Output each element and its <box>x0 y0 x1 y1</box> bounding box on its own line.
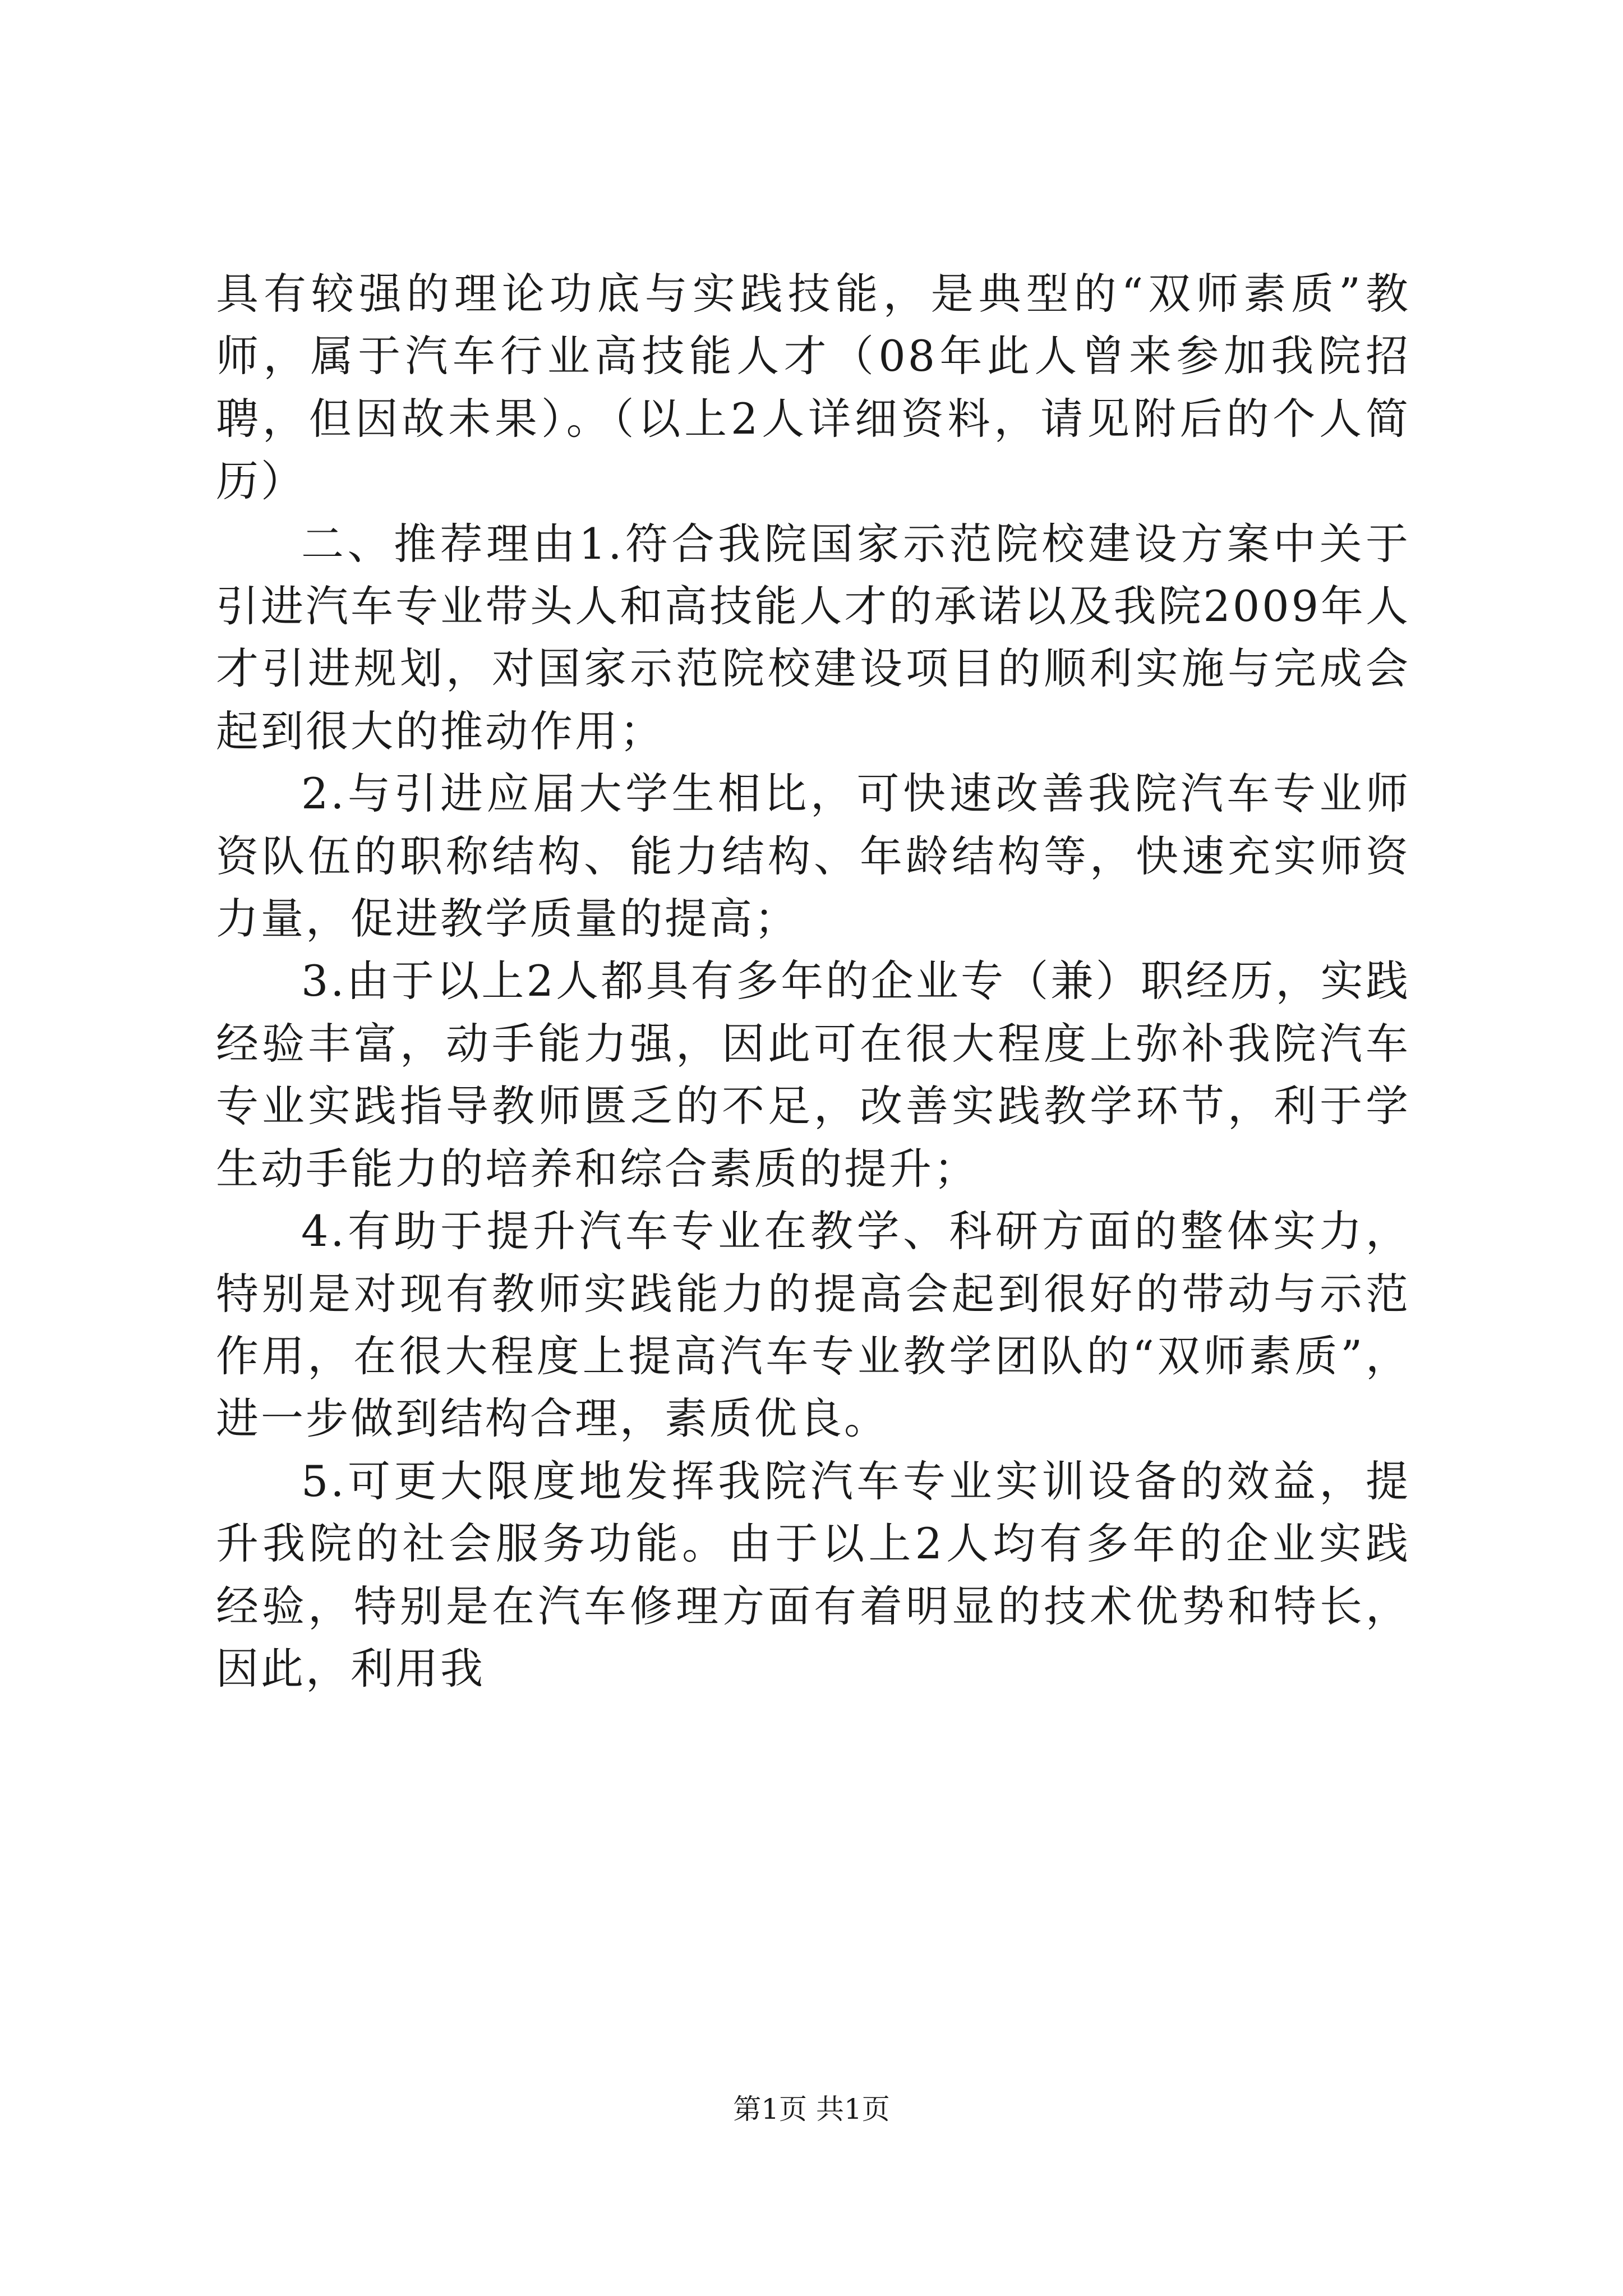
paragraph-reason-3: 3.由于以上2人都具有多年的企业专（兼）职经历，实践经验丰富，动手能力强，因此可在很大程度上弥补我院汽车专业实践指导教师匮乏的不足，改善实践教学环节，利于学生动手能力的培养和综合素质的提升； <box>216 956 1410 1194</box>
page-footer <box>0 2092 1623 2126</box>
page-number-label: 第1页 共1页 <box>733 2093 890 2125</box>
paragraph-reason-5: 5.可更大限度地发挥我院汽车专业实训设备的效益，提升我院的社会服务功能。由于以上2人均有多年的企业实践经验，特别是在汽车修理方面有着明显的技术优势和特长，因此，利用我 <box>216 1456 1410 1694</box>
paragraph-reason-4: 4.有助于提升汽车专业在教学、科研方面的整体实力，特别是对现有教师实践能力的提高会起到很好的带动与示范作用，在很大程度上提高汽车专业教学团队的“双师素质”，进一步做到结构合理，素质优良。 <box>216 1206 1410 1444</box>
paragraph-reason-2: 2.与引进应届大学生相比，可快速改善我院汽车专业师资队伍的职称结构、能力结构、年龄结构等，快速充实师资力量，促进教学质量的提高； <box>216 769 1410 944</box>
paragraph-section-recommendation-reasons: 二、推荐理由1.符合我院国家示范院校建设方案中关于引进汽车专业带头人和高技能人才的承诺以及我院2009年人才引进规划，对国家示范院校建设项目的顺利实施与完成会起到很大的推动作用； <box>216 518 1410 756</box>
document-body <box>216 263 1410 1700</box>
paragraph-continuation: 具有较强的理论功底与实践技能，是典型的“双师素质”教师，属于汽车行业高技能人才（08年此人曾来参加我院招聘，但因故未果）。（以上2人详细资料，请见附后的个人简历） <box>216 269 1410 507</box>
